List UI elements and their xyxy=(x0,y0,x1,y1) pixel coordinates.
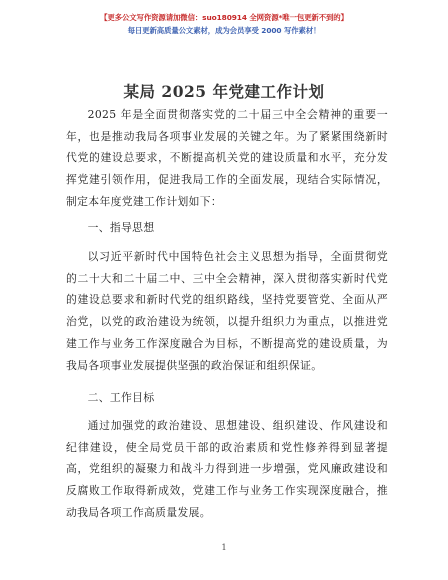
section-2-text: 通过加强党的政治建设、思想建设、组织建设、作风建设和纪律建设，使全局党员干部的政治素质和党性修养得到显著提高，党组织的凝聚力和战斗力得到进一步增强，党风廉政建设和反腐败工作取得新成效，党建工作与业务工作实现深度融合，推动我局各项工作高质量发展。 xyxy=(66,419,388,519)
page-number: 1 xyxy=(221,543,227,552)
section-1-heading xyxy=(66,220,388,236)
document-title: 某局 2025 年党建工作计划 xyxy=(123,82,325,101)
section-2-heading-text: 二、工作目标 xyxy=(87,391,155,404)
promo-line-1: 【更多公文写作资源请加微信：suo180914 全网资源*唯一包更新不到的】 xyxy=(100,13,348,22)
promo-line-2: 每日更新高质量公文素材，成为会员享受 2000 写作素材！ xyxy=(127,26,321,35)
section-2-heading xyxy=(66,390,388,406)
promo-banner xyxy=(0,11,448,37)
section-2-paragraph xyxy=(66,415,388,524)
intro-text: 2025 年是全面贯彻落实党的二十届三中全会精神的重要一年，也是推动我局各项事业发展的关键之年。为了紧紧围绕新时代党的建设总要求，不断提高机关党的建设质量和水平，充分发挥党建引领作用，促进我局工作的全面发展，现结合实际情况，制定本年度党建工作计划如下： xyxy=(66,108,388,208)
section-1-text: 以习近平新时代中国特色社会主义思想为指导，全面贯彻党的二十大和二十届二中、三中全会精神，深入贯彻落实新时代党的建设总要求和新时代党的组织路线，坚持党要管党、全面从严治党，以党的政治建设为统领，以提升组织力为重点，以推进党建工作与业务工作深度融合为目标，不断提高党的建设质量，为我局各项事业发展提供坚强的政治保证和组织保证。 xyxy=(66,250,388,372)
intro-paragraph xyxy=(66,104,388,213)
section-1-paragraph xyxy=(66,246,388,376)
section-1-heading-text: 一、指导思想 xyxy=(87,221,155,234)
